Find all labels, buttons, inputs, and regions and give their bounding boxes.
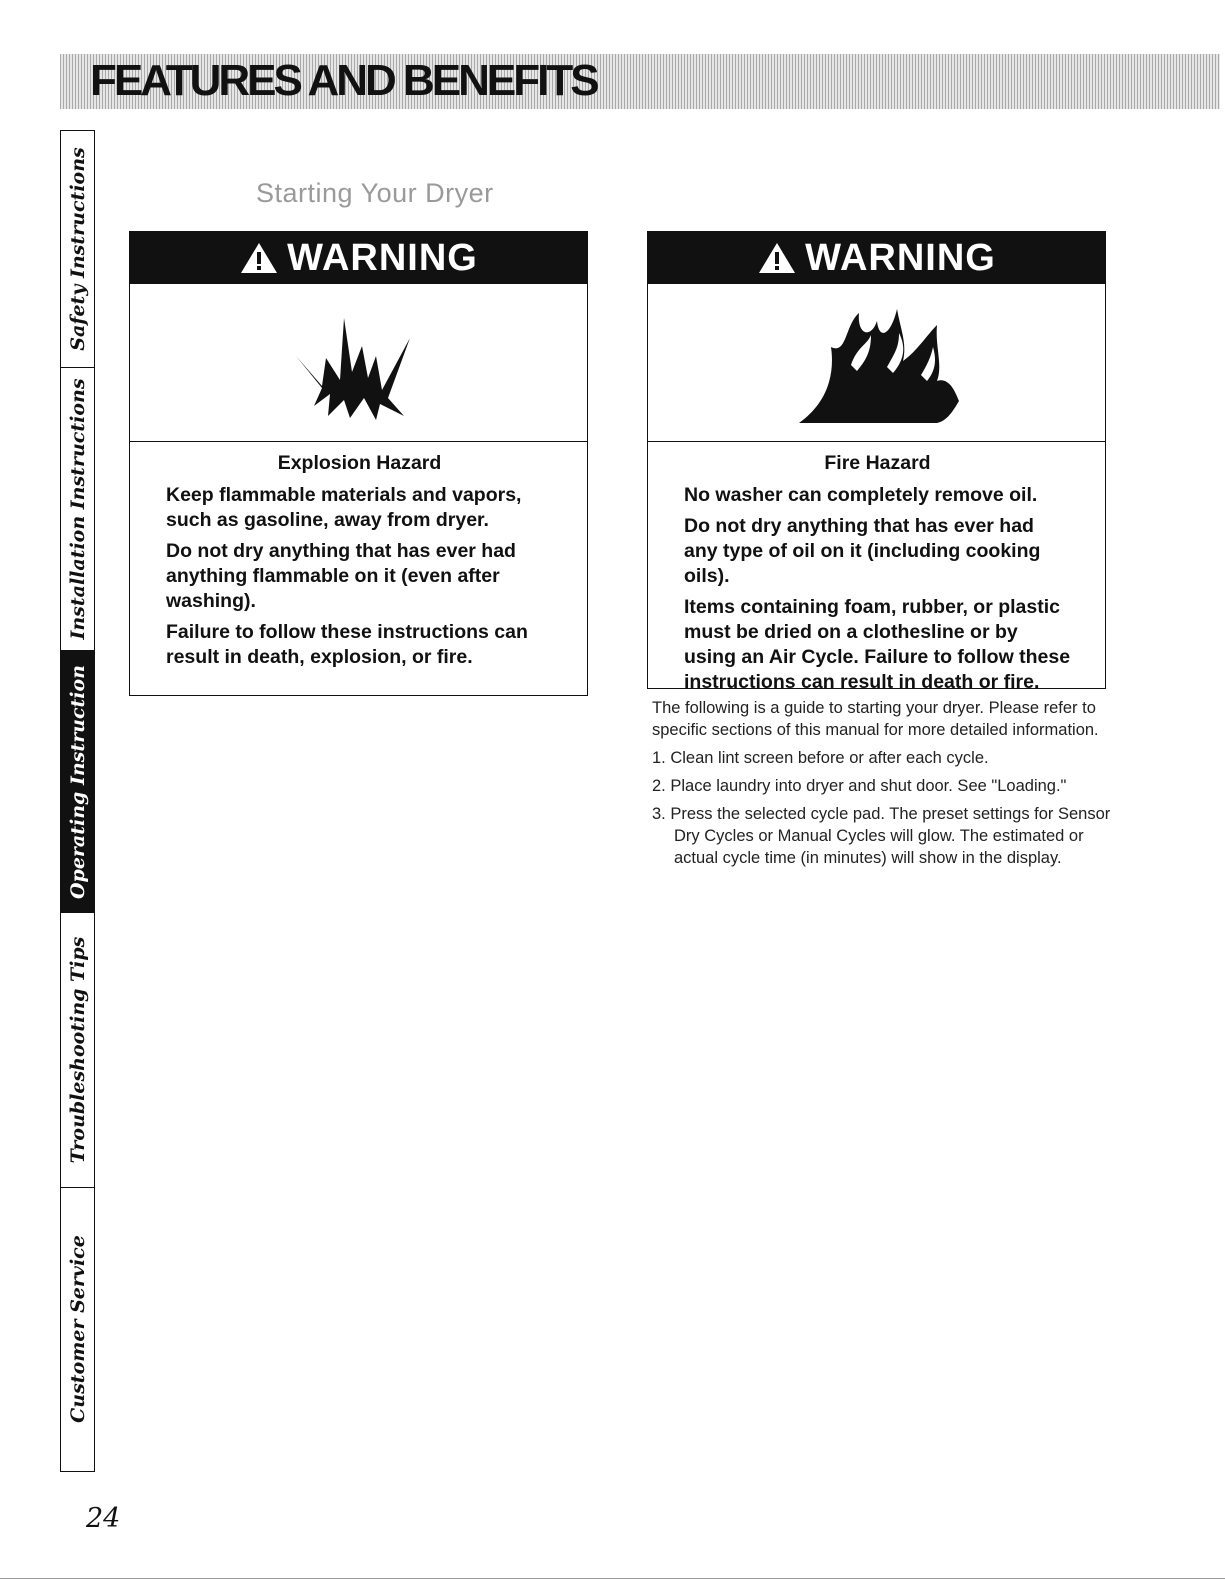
guide-step: 2. Place laundry into dryer and shut door. See "Loading." bbox=[652, 777, 1067, 795]
guide-step: 1. Clean lint screen before or after each cycle. bbox=[652, 749, 989, 767]
warning-triangle-icon bbox=[757, 241, 797, 275]
section-title: Starting Your Dryer bbox=[256, 178, 494, 208]
warning-body bbox=[648, 442, 1105, 711]
warning-line: Keep flammable materials and vapors, such as gasoline, away from dryer. bbox=[166, 484, 522, 531]
tab-label: Operating Instruction bbox=[66, 664, 89, 899]
tab-safety-instructions[interactable] bbox=[61, 131, 94, 368]
side-tab-strip bbox=[60, 130, 95, 1472]
warning-line: Items containing foam, rubber, or plastic must be dried on a clothesline or by using an Air Cycle. Failure to follow these instructions can result in death or fire. bbox=[684, 596, 1071, 693]
warning-line: Do not dry anything that has ever had any type of oil on it (including cooking oils). bbox=[684, 515, 1041, 587]
warning-heading-text: WARNING bbox=[287, 236, 478, 279]
warning-triangle-icon bbox=[239, 241, 279, 275]
warning-line: Do not dry anything that has ever had anything flammable on it (even after washing). bbox=[166, 540, 516, 612]
tab-label: Safety Instructions bbox=[66, 147, 89, 351]
tab-label: Installation Instructions bbox=[66, 378, 89, 640]
tab-customer-service[interactable] bbox=[61, 1188, 94, 1470]
warning-line: No washer can completely remove oil. bbox=[684, 484, 1038, 506]
explosion-pictogram bbox=[130, 284, 587, 442]
tab-label: Customer Service bbox=[66, 1235, 89, 1423]
warning-line: Failure to follow these instructions can result in death, explosion, or fire. bbox=[166, 621, 528, 668]
fire-pictogram bbox=[648, 284, 1105, 442]
hazard-title: Fire Hazard bbox=[824, 452, 931, 474]
tab-label: Troubleshooting Tips bbox=[66, 936, 89, 1164]
explosion-icon bbox=[284, 298, 434, 428]
tab-troubleshooting-tips[interactable] bbox=[61, 913, 94, 1188]
guide-step: 3. Press the selected cycle pad. The preset settings for Sensor Dry Cycles or Manual Cycles will glow. The estimated or actual cycle time (in minutes) will show in the display. bbox=[652, 805, 1111, 867]
warning-header bbox=[648, 232, 1105, 284]
bottom-rule bbox=[0, 1578, 1225, 1579]
explosion-warning-box bbox=[129, 231, 588, 696]
fire-icon bbox=[787, 295, 967, 430]
page-number: 24 bbox=[86, 1503, 121, 1534]
tab-operating-instruction[interactable] bbox=[61, 651, 94, 913]
warning-heading-text: WARNING bbox=[805, 236, 996, 279]
guide-intro: The following is a guide to starting your dryer. Please refer to specific sections of this manual for more detailed information. bbox=[652, 699, 1099, 739]
warning-header bbox=[130, 232, 587, 284]
guide-steps bbox=[652, 747, 1112, 869]
fire-warning-box bbox=[647, 231, 1106, 693]
starting-guide bbox=[652, 697, 1112, 875]
tab-installation-instructions[interactable] bbox=[61, 368, 94, 651]
warning-body bbox=[130, 442, 587, 686]
page-header-title: FEATURES AND BENEFITS bbox=[90, 56, 597, 105]
hazard-title: Explosion Hazard bbox=[277, 452, 442, 474]
